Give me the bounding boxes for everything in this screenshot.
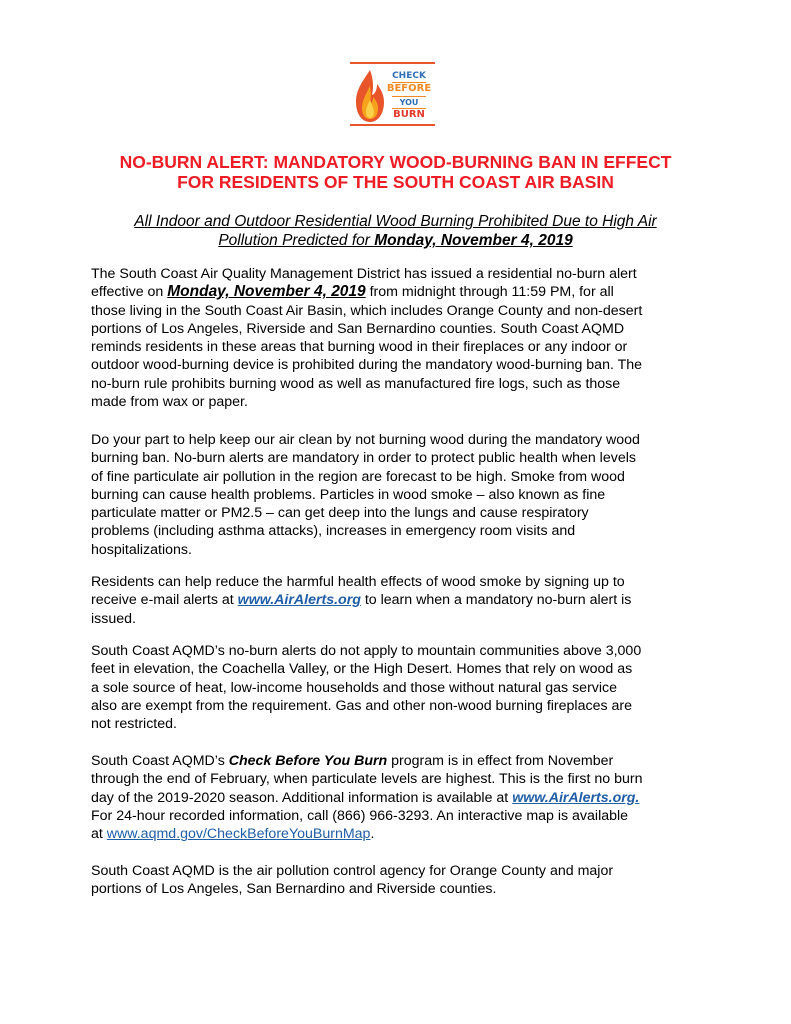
text-line: Do your part to help keep our air clean by not burning wood during the mandatory wood: [91, 432, 640, 448]
paragraph-health: [91, 431, 721, 559]
text-line: a sole source of heat, low-income households and those without natural gas service: [91, 679, 618, 696]
headline-line: NO-BURN ALERT: MANDATORY WOOD-BURNING BAN IN EFFECT: [119, 152, 672, 172]
text-segment: from midnight through 11:59 PM, for all: [365, 284, 614, 301]
headline-line: FOR RESIDENTS OF THE SOUTH COAST AIR BASIN: [177, 172, 614, 192]
text-segment: South Coast AQMD’s: [91, 753, 229, 769]
text-line: hospitalizations.: [91, 541, 192, 558]
text-segment: effective on: [91, 284, 168, 301]
text-line: burning ban. No-burn alerts are mandatory in order to protect public health when levels: [91, 450, 636, 467]
text-segment: program is in effect from November: [387, 753, 614, 769]
program-name: Check Before You Burn: [228, 753, 388, 769]
subhead-line: [60, 231, 731, 250]
text-line: outdoor wood-burning device is prohibited during the mandatory wood-burning ban. The: [91, 357, 643, 374]
text-line: South Coast AQMD is the air pollution control agency for Orange County and major: [91, 863, 614, 879]
subheadline: [60, 212, 731, 250]
check-before-you-burn-logo: [350, 62, 435, 126]
text-line: portions of Los Angeles, San Bernardino and Riverside counties.: [91, 881, 497, 898]
text-segment: day of the 2019-2020 season. Additional information is available at: [91, 789, 513, 806]
text-segment: to learn when a mandatory no-burn alert is: [360, 592, 632, 609]
airalerts-link[interactable]: www.AirAlerts.org.: [512, 789, 640, 806]
text-segment: receive e-mail alerts at: [91, 592, 238, 609]
airalerts-link[interactable]: www.AirAlerts.org: [237, 592, 361, 609]
subhead-prefix: Pollution Predicted for: [218, 232, 375, 249]
text-line: those living in the South Coast Air Basin, which includes Orange County and non-desert: [91, 302, 643, 319]
text-line: not restricted.: [91, 716, 177, 733]
subhead-date: Monday, November 4, 2019: [374, 232, 573, 249]
logo-text-before: BEFORE: [386, 83, 432, 94]
text-segment: .: [370, 826, 375, 843]
paragraph-agency: [91, 862, 721, 899]
text-line: also are exempt from the requirement. Gas and other non-wood burning fireplaces are: [91, 697, 632, 714]
paragraph-exemptions: [91, 642, 721, 733]
subhead-line: All Indoor and Outdoor Residential Wood Burning Prohibited Due to High Air: [134, 213, 657, 230]
paragraph-alert-details: [91, 265, 721, 411]
text-line: [91, 789, 721, 807]
text-line: [91, 752, 721, 770]
logo-text-you: YOU: [399, 98, 419, 107]
text-line: The South Coast Air Quality Management District has issued a residential no-burn alert: [91, 266, 637, 282]
text-line: reminds residents in these areas that burning wood in their fireplaces or any indoor or: [91, 339, 628, 356]
flame-icon: [353, 68, 387, 124]
alert-headline: [60, 152, 731, 192]
text-line: problems (including asthma attacks), increases in emergency room visits and: [91, 523, 576, 540]
text-line: [91, 825, 721, 843]
text-line: Residents can help reduce the harmful health effects of wood smoke by signing up to: [91, 574, 625, 590]
text-line: South Coast AQMD’s no-burn alerts do not apply to mountain communities above 3,000: [91, 643, 642, 659]
text-line: burning can cause health problems. Particles in wood smoke – also known as fine: [91, 486, 606, 503]
text-line: portions of Los Angeles, Riverside and San Bernardino counties. South Coast AQMD: [91, 320, 625, 337]
text-line: of fine particulate air pollution in the region are forecast to be high. Smoke from wood: [91, 468, 625, 485]
text-line: [91, 283, 721, 301]
paragraph-email-alerts: [91, 573, 721, 628]
text-segment: at: [91, 826, 107, 843]
text-line: [91, 591, 721, 609]
text-line: through the end of February, when particulate levels are highest. This is the first no burn: [91, 771, 643, 788]
text-line: particulate matter or PM2.5 – can get deep into the lungs and cause respiratory: [91, 505, 589, 522]
text-line: no-burn rule prohibits burning wood as well as manufactured fire logs, such as those: [91, 375, 621, 392]
text-line: issued.: [91, 610, 136, 627]
alert-date: Monday, November 4, 2019: [167, 283, 366, 301]
text-line: feet in elevation, the Coachella Valley, or the High Desert. Homes that rely on wood as: [91, 661, 633, 678]
burn-map-link[interactable]: www.aqmd.gov/CheckBeforeYouBurnMap: [106, 826, 371, 843]
logo-text-check: CHECK: [392, 71, 426, 81]
paragraph-program: [91, 752, 721, 843]
text-line: For 24-hour recorded information, call (866) 966-3293. An interactive map is available: [91, 807, 629, 824]
text-line: made from wax or paper.: [91, 394, 248, 411]
logo-text-burn: BURN: [393, 109, 425, 120]
